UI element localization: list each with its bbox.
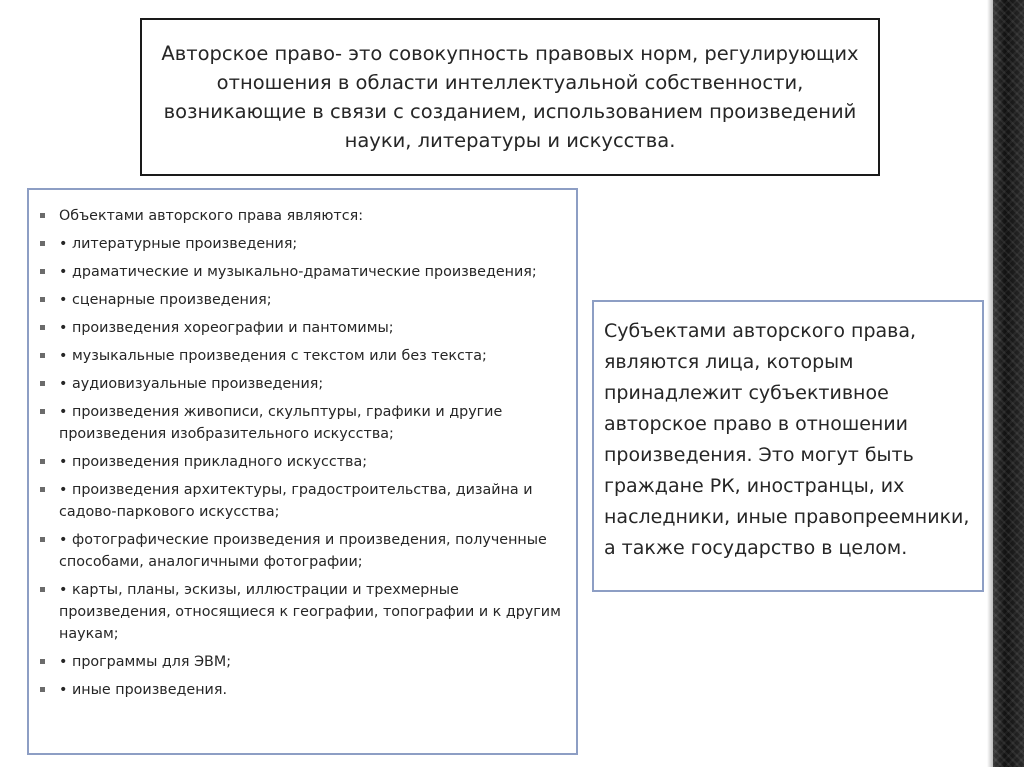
list-item: • драматические и музыкально-драматические произведения; — [39, 261, 570, 283]
list-item: • музыкальные произведения с текстом или без текста; — [39, 345, 570, 367]
list-item: • произведения прикладного искусства; — [39, 451, 570, 473]
square-bullet-icon — [40, 659, 45, 664]
square-bullet-icon — [40, 213, 45, 218]
square-bullet-icon — [40, 587, 45, 592]
square-bullet-icon — [40, 269, 45, 274]
definition-text: Авторское право- это совокупность правовых норм, регулирующих отношения в области интеллектуальной собственности, возникающие в связи с созданием, использованием произведений науки, литературы и искусства. — [161, 42, 859, 152]
list-item: • произведения архитектуры, градостроительства, дизайна и садово-паркового искусства; — [39, 479, 570, 523]
definition-box — [140, 18, 880, 176]
square-bullet-icon — [40, 325, 45, 330]
list-item: • произведения живописи, скульптуры, графики и другие произведения изобразительного искусства; — [39, 401, 570, 445]
list-item: • произведения хореографии и пантомимы; — [39, 317, 570, 339]
square-bullet-icon — [40, 353, 45, 358]
objects-list — [39, 205, 570, 701]
square-bullet-icon — [40, 487, 45, 492]
subjects-box — [592, 300, 984, 592]
list-item: • карты, планы, эскизы, иллюстрации и трехмерные произведения, относящиеся к географии, топографии и к другим наукам; — [39, 579, 570, 645]
list-item: • сценарные произведения; — [39, 289, 570, 311]
square-bullet-icon — [40, 687, 45, 692]
square-bullet-icon — [40, 297, 45, 302]
list-item: • иные произведения. — [39, 679, 570, 701]
subjects-text: Субъектами авторского права, являются лица, которым принадлежит субъективное авторское право в отношении произведения. Это могут быть граждане РК, иностранцы, их наследники, иные правопреемники, а также государство в целом. — [604, 320, 970, 559]
square-bullet-icon — [40, 459, 45, 464]
square-bullet-icon — [40, 381, 45, 386]
decorative-edge-strip — [993, 0, 1024, 767]
square-bullet-icon — [40, 241, 45, 246]
list-item: • аудиовизуальные произведения; — [39, 373, 570, 395]
objects-box — [27, 188, 578, 755]
list-item: • программы для ЭВМ; — [39, 651, 570, 673]
square-bullet-icon — [40, 409, 45, 414]
list-item: • литературные произведения; — [39, 233, 570, 255]
list-item: • фотографические произведения и произведения, полученные способами, аналогичными фотографии; — [39, 529, 570, 573]
list-item: Объектами авторского права являются: — [39, 205, 570, 227]
square-bullet-icon — [40, 537, 45, 542]
